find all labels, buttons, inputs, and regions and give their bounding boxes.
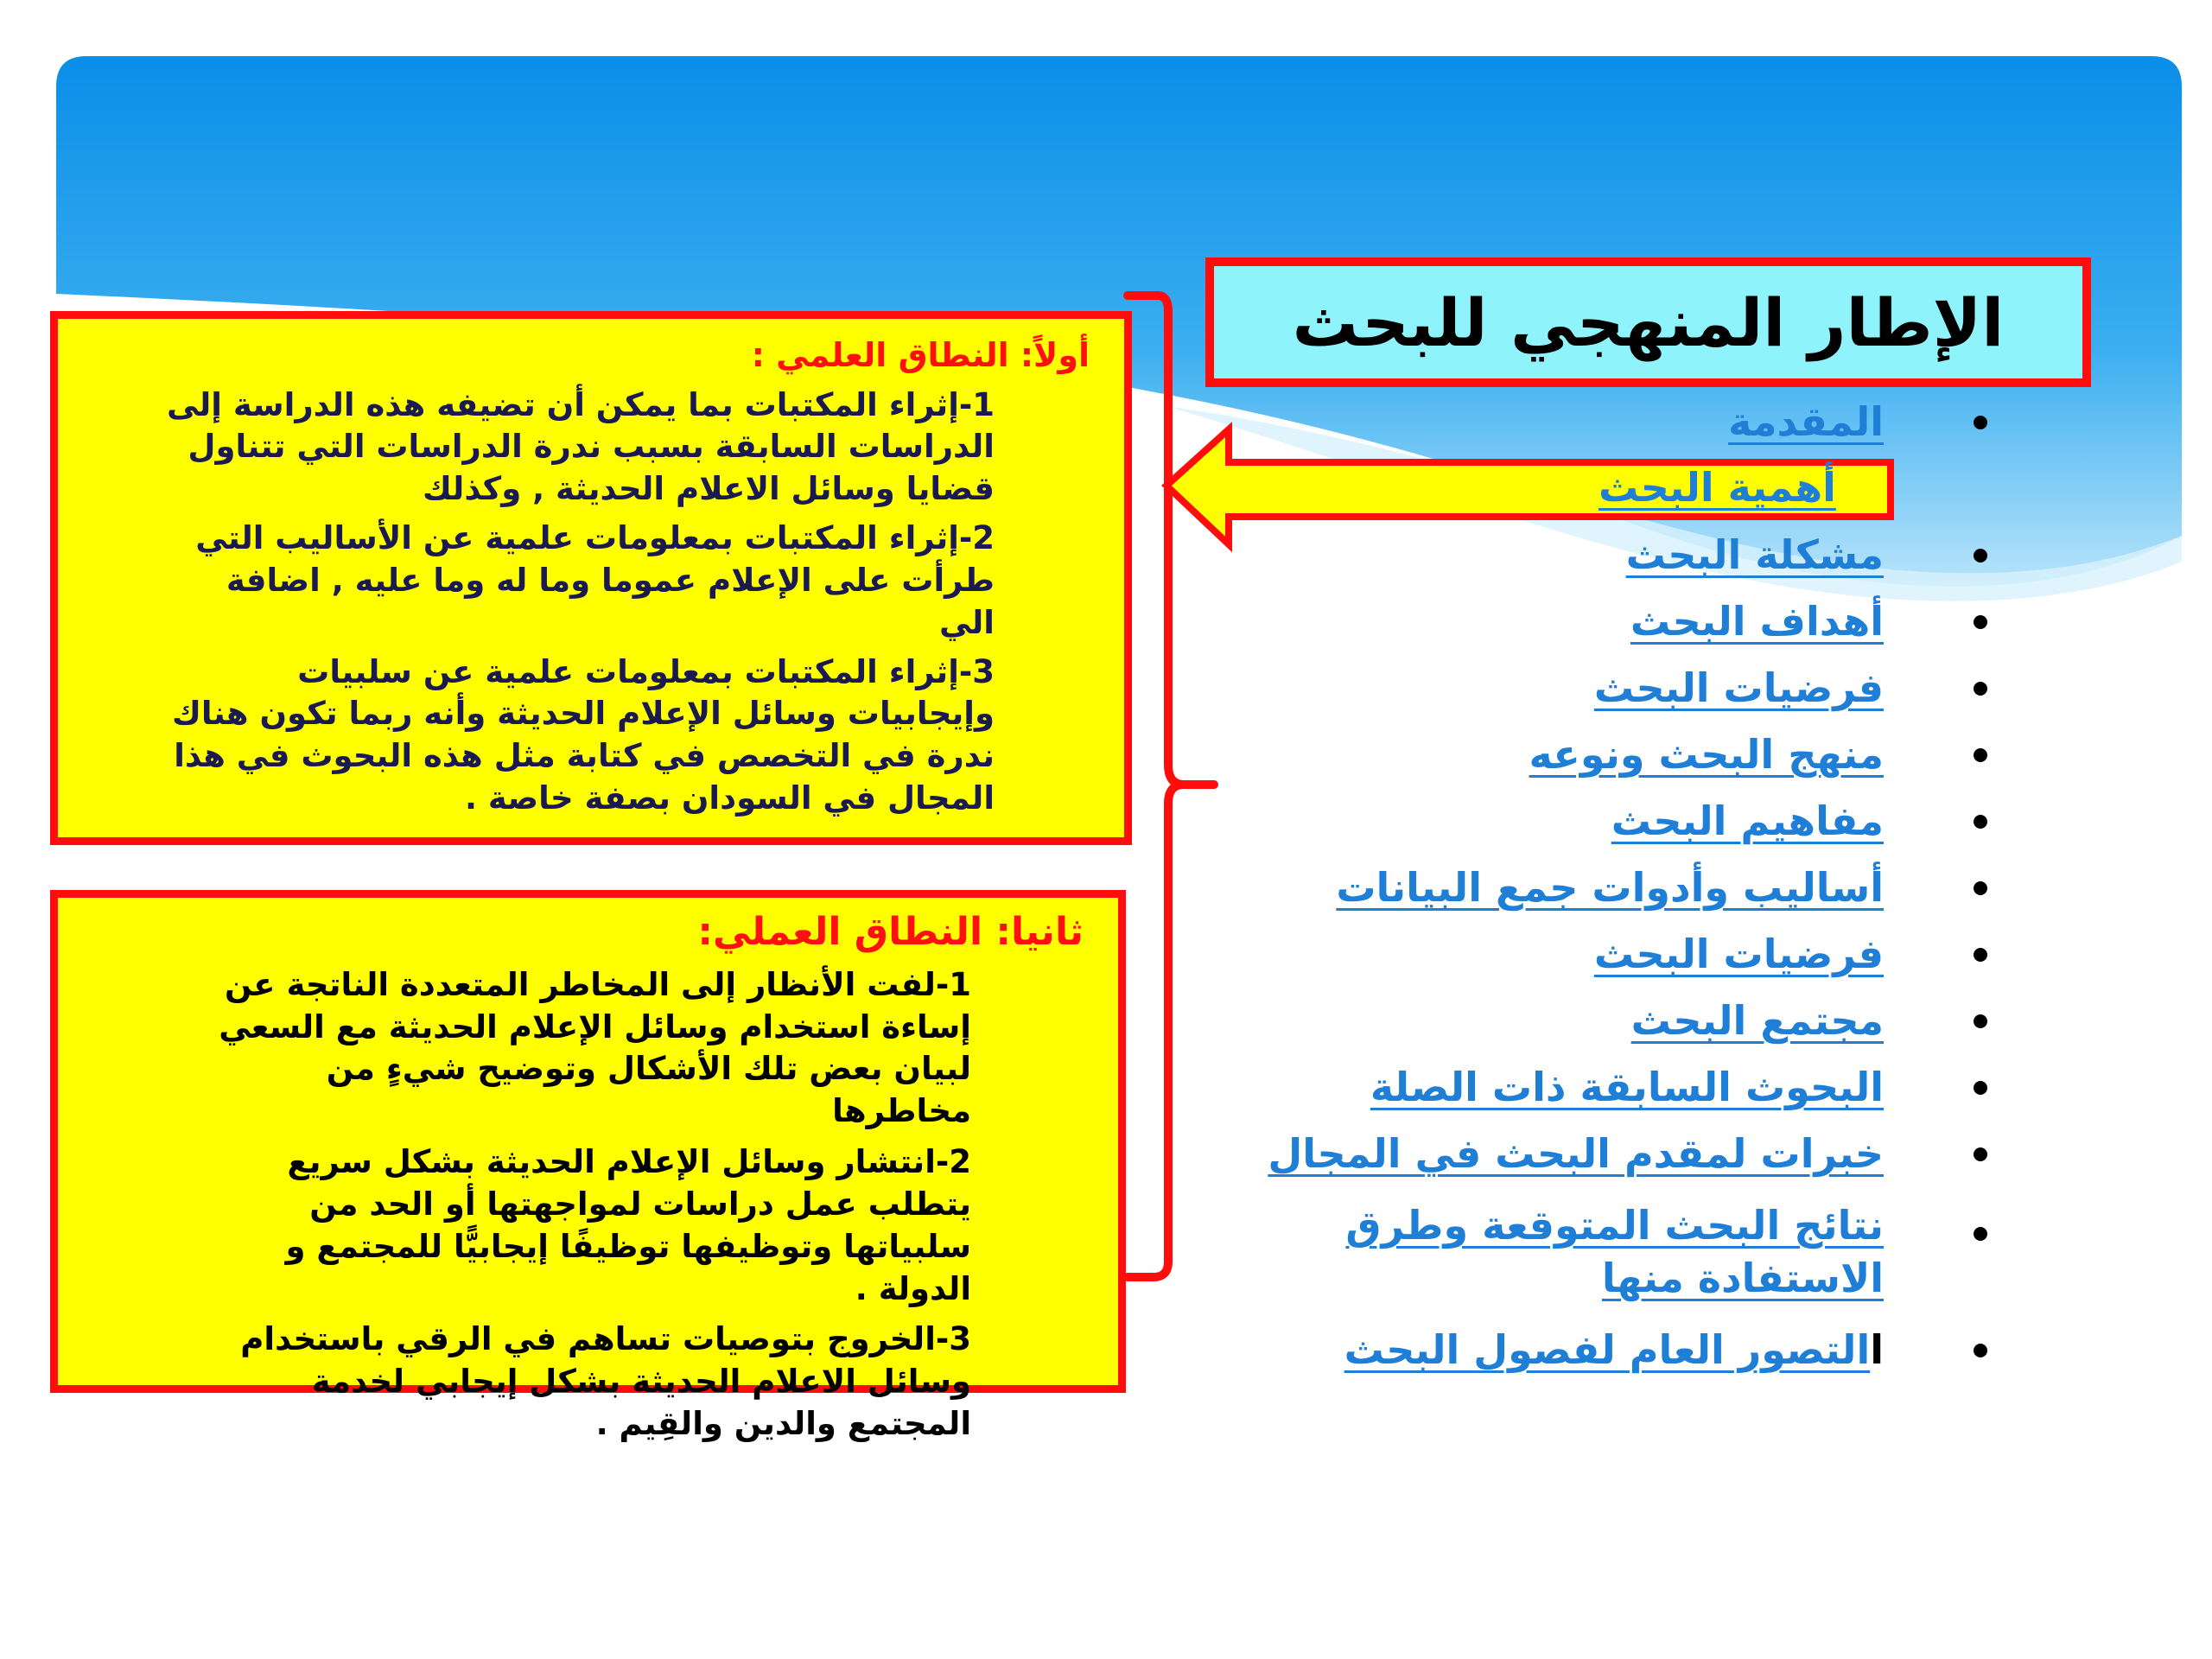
bullet-icon [1974, 682, 1987, 696]
list-item [1279, 855, 1987, 921]
active-nav-item[interactable] [1599, 458, 1875, 518]
bullet-icon [1974, 1344, 1987, 1357]
list-item [1279, 788, 1987, 855]
bullet-icon [1974, 748, 1987, 762]
nav-link[interactable]: فرضيات البحث [1593, 664, 1884, 711]
bullet-icon [1974, 615, 1987, 629]
nav-link[interactable]: أهداف البحث [1630, 597, 1884, 645]
list-item [1268, 1121, 1987, 1187]
bullet-icon [1974, 549, 1987, 563]
bullet-icon [1974, 1081, 1987, 1095]
list-item [1279, 588, 1987, 655]
nav-link[interactable]: البحوث السابقة ذات الصلة [1370, 1063, 1884, 1110]
nav-link[interactable]: مشكلة البحث [1625, 531, 1884, 578]
nav-link-active[interactable]: أهمية البحث [1599, 464, 1836, 512]
scientific-item: 2-إثراء المكتبات بمعلومات علمية عن الأساليب التي طرأت على الإعلام عموما وما له وما عليه , اضافة الي [195, 519, 995, 641]
nav-link[interactable]: نتائج البحث المتوقعة وطرق الاستفادة منها [1345, 1202, 1884, 1301]
nav-link[interactable]: ا التصور العام لفصول البحث [1344, 1326, 1884, 1374]
bullet-icon [1974, 881, 1987, 895]
practical-item: 1-لفت الأنظار إلى المخاطر المتعددة الناتجة عن إساءة استخدام وسائل الإعلام الحديثة مع السعي لبيان بعض تلك الأشكال وتوضيح شيءٍ من مخاطرها [219, 965, 971, 1130]
slide-title: الإطار المنهجي للبحث [1292, 283, 2005, 361]
list-item [1279, 522, 1987, 588]
list-item [1279, 1317, 1987, 1383]
scientific-scope-box [50, 311, 1132, 845]
practical-item: 2-انتشار وسائل الإعلام الحديثة بشكل سريع يتطلب عمل دراسات لمواجهتها أو الحد من سلبياتها وتوظيفها توظيفًا إيجابيًّا للمجتمع و الدولة . [285, 1143, 971, 1307]
practical-heading: ثانيا: النطاق العملي: [697, 910, 1084, 954]
nav-link[interactable]: المقدمة [1728, 397, 1884, 445]
nav-link[interactable]: منهج البحث ونوعه [1529, 730, 1884, 778]
bullet-icon [1974, 1227, 1987, 1241]
scientific-item: 3-إثراء المكتبات بمعلومات علمية عن سلبيات وإيجابيات وسائل الإعلام الحديثة وأنه ربما تكون هناك ندرة في التخصص في كتابة مثل هذه البحوث في هذا المجال في السودان بصفة خاصة . [172, 652, 995, 817]
nav-link[interactable]: خبرات لمقدم البحث في المجال [1268, 1129, 1884, 1177]
bullet-icon [1974, 1147, 1987, 1161]
list-item [1279, 921, 1987, 988]
list-item [1279, 1054, 1987, 1121]
list-item [1279, 1187, 1987, 1317]
bullet-icon [1974, 948, 1987, 962]
bracket [1128, 296, 1214, 1277]
nav-link[interactable]: مجتمع البحث [1630, 996, 1884, 1044]
nav-link[interactable]: أساليب وأدوات جمع البيانات [1336, 863, 1884, 911]
scientific-item: 1-إثراء المكتبات بما يمكن أن تضيفه هذه الدراسة إلى الدراسات السابقة بسبب ندرة الدراسات التي تتناول قضايا وسائل الاعلام الحديثة , وكذلك [166, 385, 995, 508]
scientific-heading: أولاً: النطاق العلمي : [751, 336, 1090, 374]
bullet-icon [1974, 416, 1987, 429]
list-item [1279, 721, 1987, 788]
practical-scope-box [50, 890, 1126, 1443]
list-item [1279, 988, 1987, 1054]
bullet-icon [1974, 1014, 1987, 1028]
list-item [1279, 655, 1987, 721]
list-item [1279, 389, 1987, 455]
outline-list [1268, 389, 1987, 1383]
nav-link[interactable]: فرضيات البحث [1593, 930, 1884, 977]
practical-item: 3-الخروج بتوصيات تساهم في الرقي باستخدام وسائل الاعلام الحديثة بشكل إيجابي لخدمة المجتمع والدين والقِيم . [240, 1320, 971, 1443]
nav-link[interactable]: مفاهيم البحث [1611, 797, 1884, 844]
bullet-icon [1974, 815, 1987, 829]
